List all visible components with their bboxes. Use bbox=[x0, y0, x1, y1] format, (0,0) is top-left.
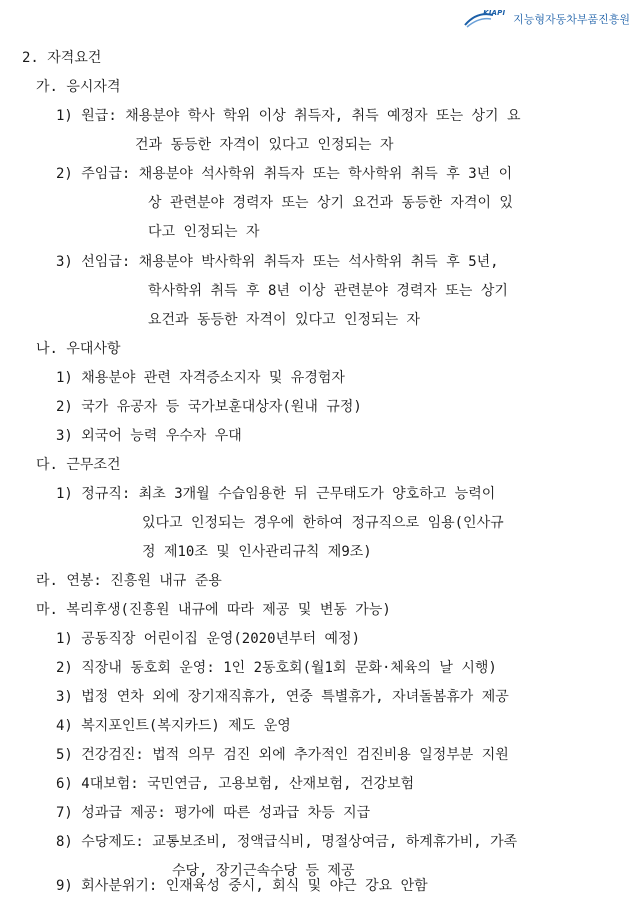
list-item-last: 9) 회사분위기: 인재육성 중시, 회식 및 야근 강요 안함 bbox=[56, 878, 428, 894]
subsection-heading: 나. 우대사항 bbox=[36, 341, 121, 357]
list-item: 1) 정규직: 최초 3개월 수습임용한 뒤 근무태도가 양호하고 능력이 bbox=[56, 486, 496, 502]
list-item: 8) 수당제도: 교통보조비, 정액급식비, 명절상여금, 하계휴가비, 가족 bbox=[56, 834, 518, 850]
section-heading: 2. 자격요건 bbox=[22, 50, 102, 66]
list-item-continuation: 있다고 인정되는 경우에 한하여 정규직으로 임용(인사규 bbox=[142, 515, 504, 531]
list-item: 6) 4대보험: 국민연금, 고용보험, 산재보험, 건강보험 bbox=[56, 776, 415, 792]
list-item: 1) 원급: 채용분야 학사 학위 이상 취득자, 취득 예정자 또는 상기 요 bbox=[56, 108, 521, 124]
list-item-continuation: 학사학위 취득 후 8년 이상 관련분야 경력자 또는 상기 bbox=[148, 283, 508, 299]
kiapi-logo-icon bbox=[463, 9, 509, 29]
list-item: 3) 법정 연차 외에 장기재직휴가, 연중 특별휴가, 자녀돌봄휴가 제공 bbox=[56, 689, 509, 705]
list-item-continuation: 다고 인정되는 자 bbox=[148, 224, 260, 240]
subsection-heading: 라. 연봉: 진흥원 내규 준용 bbox=[36, 573, 222, 589]
org-name: 지능형자동차부품진흥원 bbox=[513, 13, 630, 26]
list-item: 4) 복지포인트(복지카드) 제도 운영 bbox=[56, 718, 291, 734]
header-logo bbox=[463, 8, 630, 30]
list-item: 3) 외국어 능력 우수자 우대 bbox=[56, 428, 242, 444]
subsection-heading: 마. 복리후생(진흥원 내규에 따라 제공 및 변동 가능) bbox=[36, 602, 391, 618]
list-item: 7) 성과급 제공: 평가에 따른 성과급 차등 지급 bbox=[56, 805, 371, 821]
list-item-continuation: 정 제10조 및 인사관리규칙 제9조) bbox=[142, 544, 372, 560]
list-item: 5) 건강검진: 법적 의무 검진 외에 추가적인 검진비용 일정부분 지원 bbox=[56, 747, 509, 763]
subsection-heading: 다. 근무조건 bbox=[36, 457, 121, 473]
list-item-continuation: 요건과 동등한 자격이 있다고 인정되는 자 bbox=[148, 312, 421, 328]
list-item: 2) 국가 유공자 등 국가보훈대상자(원내 규정) bbox=[56, 399, 362, 415]
list-item-continuation: 건과 동등한 자격이 있다고 인정되는 자 bbox=[135, 137, 394, 153]
list-item-continuation: 상 관련분야 경력자 또는 상기 요건과 동등한 자격이 있 bbox=[148, 195, 513, 211]
logo-text: KIAPI bbox=[483, 9, 506, 17]
list-item: 2) 주임급: 채용분야 석사학위 취득자 또는 학사학위 취득 후 3년 이 bbox=[56, 166, 513, 182]
subsection-heading: 가. 응시자격 bbox=[36, 79, 121, 95]
list-item: 1) 채용분야 관련 자격증소지자 및 유경험자 bbox=[56, 370, 345, 386]
list-item: 2) 직장내 동호회 운영: 1인 2동호회(월1회 문화·체육의 날 시행) bbox=[56, 660, 497, 676]
list-item-continuation: 수당, 장기근속수당 등 제공 bbox=[172, 863, 355, 879]
list-item: 1) 공동직장 어린이집 운영(2020년부터 예정) bbox=[56, 631, 361, 647]
list-item: 3) 선임급: 채용분야 박사학위 취득자 또는 석사학위 취득 후 5년, bbox=[56, 254, 499, 270]
